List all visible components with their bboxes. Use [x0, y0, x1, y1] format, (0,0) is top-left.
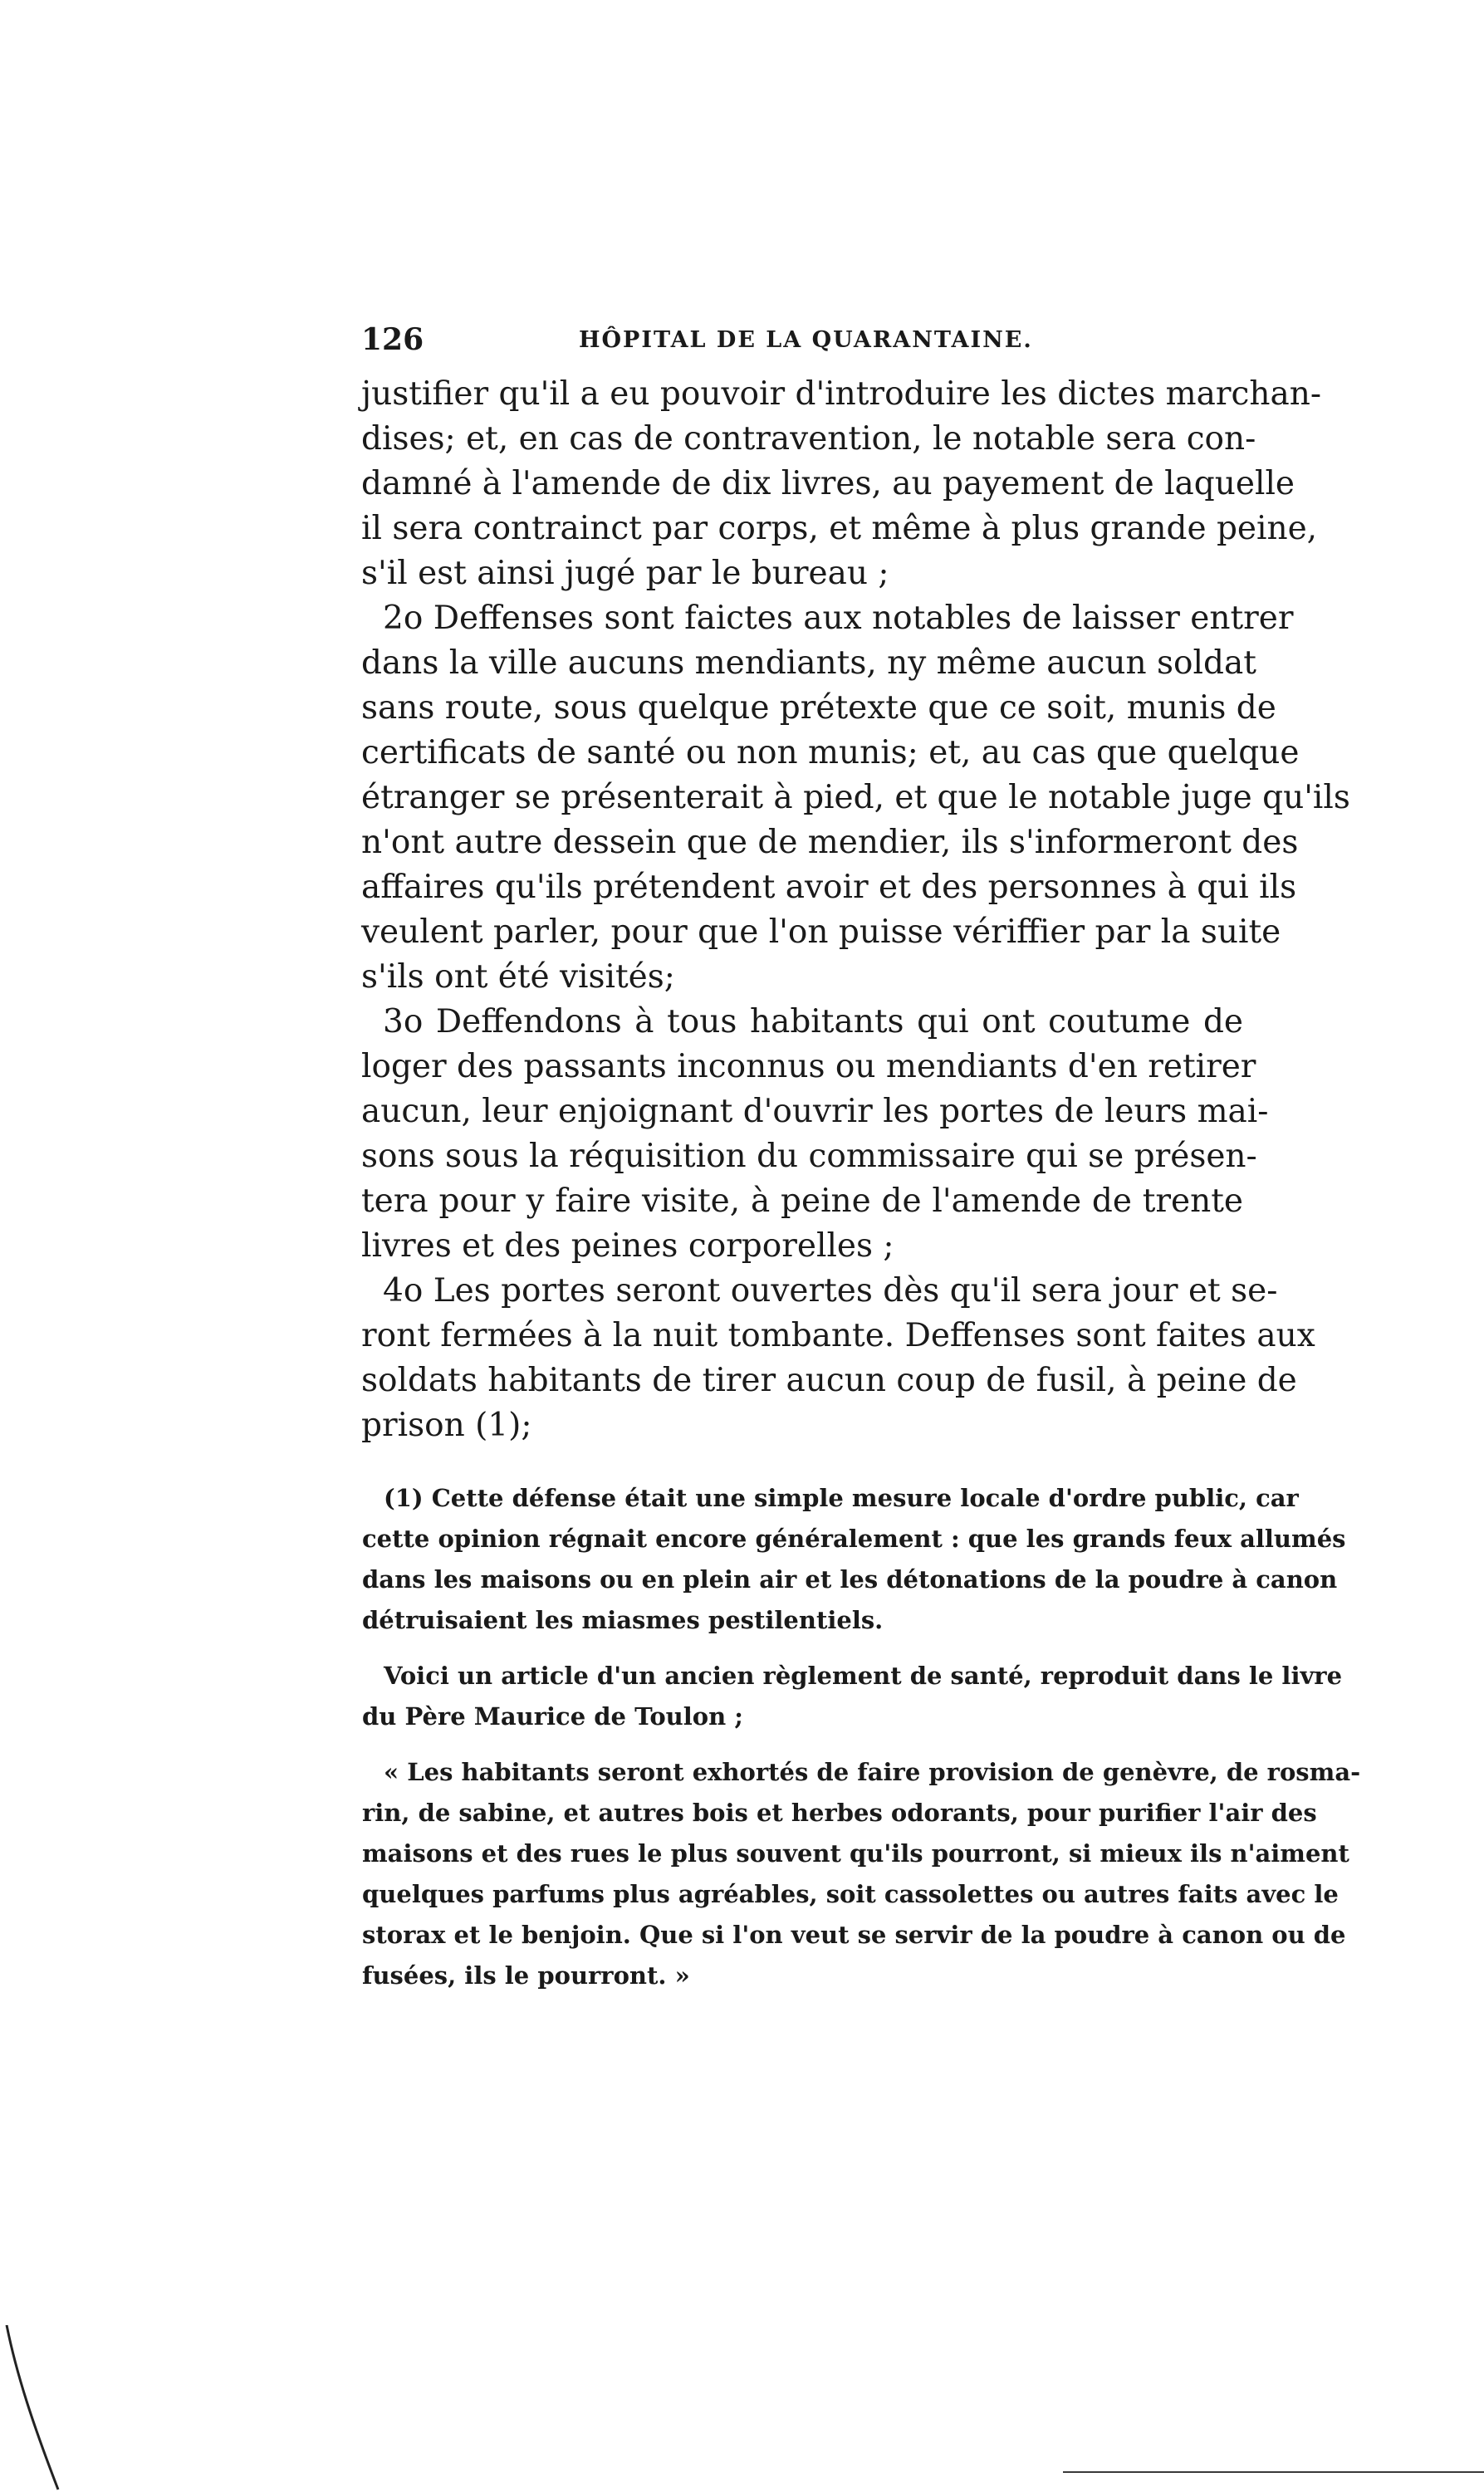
text-line: prison (1); [361, 1407, 532, 1444]
text-line: sans route, sous quelque prétexte que ce soit, munis de [361, 689, 1276, 727]
text-line: damné à l'amende de dix livres, au payement de laquelle [361, 465, 1295, 502]
footnote-line: fusées, ils le pourront. » [362, 1961, 690, 1990]
footnote-line: cette opinion régnait encore généralement : que les grands feux allumés [362, 1525, 1346, 1553]
footnote-line: détruisaient les miasmes pestilentiels. [362, 1606, 884, 1634]
main-text [361, 372, 1350, 1448]
footnote-line: quelques parfums plus agréables, soit cassolettes ou autres faits avec le [362, 1880, 1339, 1908]
text-line: tera pour y faire visite, à peine de l'amende de trente [361, 1182, 1243, 1220]
text-line: veulent parler, pour que l'on puisse vériffier par la suite [361, 913, 1281, 951]
text-line: dans la ville aucuns mendiants, ny même aucun soldat [361, 644, 1256, 682]
footnote-line: (1) Cette défense était une simple mesure locale d'ordre public, car [384, 1484, 1299, 1512]
text-line: s'il est ainsi jugé par le bureau ; [361, 555, 889, 592]
text-line: justifier qu'il a eu pouvoir d'introduire les dictes marchan- [361, 375, 1322, 413]
footnote-line: du Père Maurice de Toulon ; [362, 1702, 743, 1731]
footnote-line: rin, de sabine, et autres bois et herbes odorants, pour purifier l'air des [362, 1799, 1317, 1827]
footnotes [362, 1478, 1361, 1996]
bottom-rule [1063, 2471, 1484, 2473]
text-line: 4o Les portes seront ouvertes dès qu'il sera jour et se- [383, 1272, 1278, 1310]
footnote-line: maisons et des rues le plus souvent qu'ils pourront, si mieux ils n'aiment [362, 1839, 1349, 1868]
text-line: dises; et, en cas de contravention, le notable sera con- [361, 420, 1256, 458]
footnote-line: dans les maisons ou en plein air et les détonations de la poudre à canon [362, 1565, 1338, 1594]
footnote-paragraph [362, 1752, 1361, 1996]
page-number: 126 [361, 322, 424, 357]
text-line: s'ils ont été visités; [361, 958, 675, 996]
footnote-spacer [384, 1641, 1243, 1656]
text-line: loger des passants inconnus ou mendiants d'en retirer [361, 1048, 1256, 1085]
scan-edge-mark [0, 2325, 100, 2492]
text-line: livres et des peines corporelles ; [361, 1227, 894, 1265]
text-line: aucun, leur enjoignant d'ouvrir les portes de leurs mai- [361, 1093, 1269, 1130]
footnote-spacer [384, 1737, 1243, 1752]
footnote-line: « Les habitants seront exhortés de faire provision de genèvre, de rosma- [384, 1758, 1361, 1786]
footnote-line: storax et le benjoin. Que si l'on veut se servir de la poudre à canon ou de [362, 1921, 1346, 1949]
text-line: 3o Deffendons à tous habitants qui ont coutume de [383, 1003, 1243, 1040]
page-header [361, 322, 1250, 364]
footnote-paragraph [362, 1478, 1346, 1641]
text-line: 2o Deffenses sont faictes aux notables de laisser entrer [383, 600, 1294, 637]
text-line: ront fermées à la nuit tombante. Deffenses sont faites aux [361, 1317, 1315, 1354]
text-line: affaires qu'ils prétendent avoir et des personnes à qui ils [361, 869, 1297, 906]
text-line: n'ont autre dessein que de mendier, ils s'informeront des [361, 824, 1299, 861]
running-title: HÔPITAL DE LA QUARANTAINE. [579, 327, 1033, 353]
text-line: soldats habitants de tirer aucun coup de fusil, à peine de [361, 1362, 1297, 1399]
footnote-paragraph [362, 1656, 1343, 1737]
footnote-line: Voici un article d'un ancien règlement de santé, reproduit dans le livre [384, 1662, 1343, 1690]
text-line: certificats de santé ou non munis; et, au cas que quelque [361, 734, 1300, 771]
text-line: sons sous la réquisition du commissaire qui se présen- [361, 1138, 1257, 1175]
text-line: étranger se présenterait à pied, et que le notable juge qu'ils [361, 779, 1350, 816]
text-line: il sera contrainct par corps, et même à plus grande peine, [361, 510, 1318, 547]
